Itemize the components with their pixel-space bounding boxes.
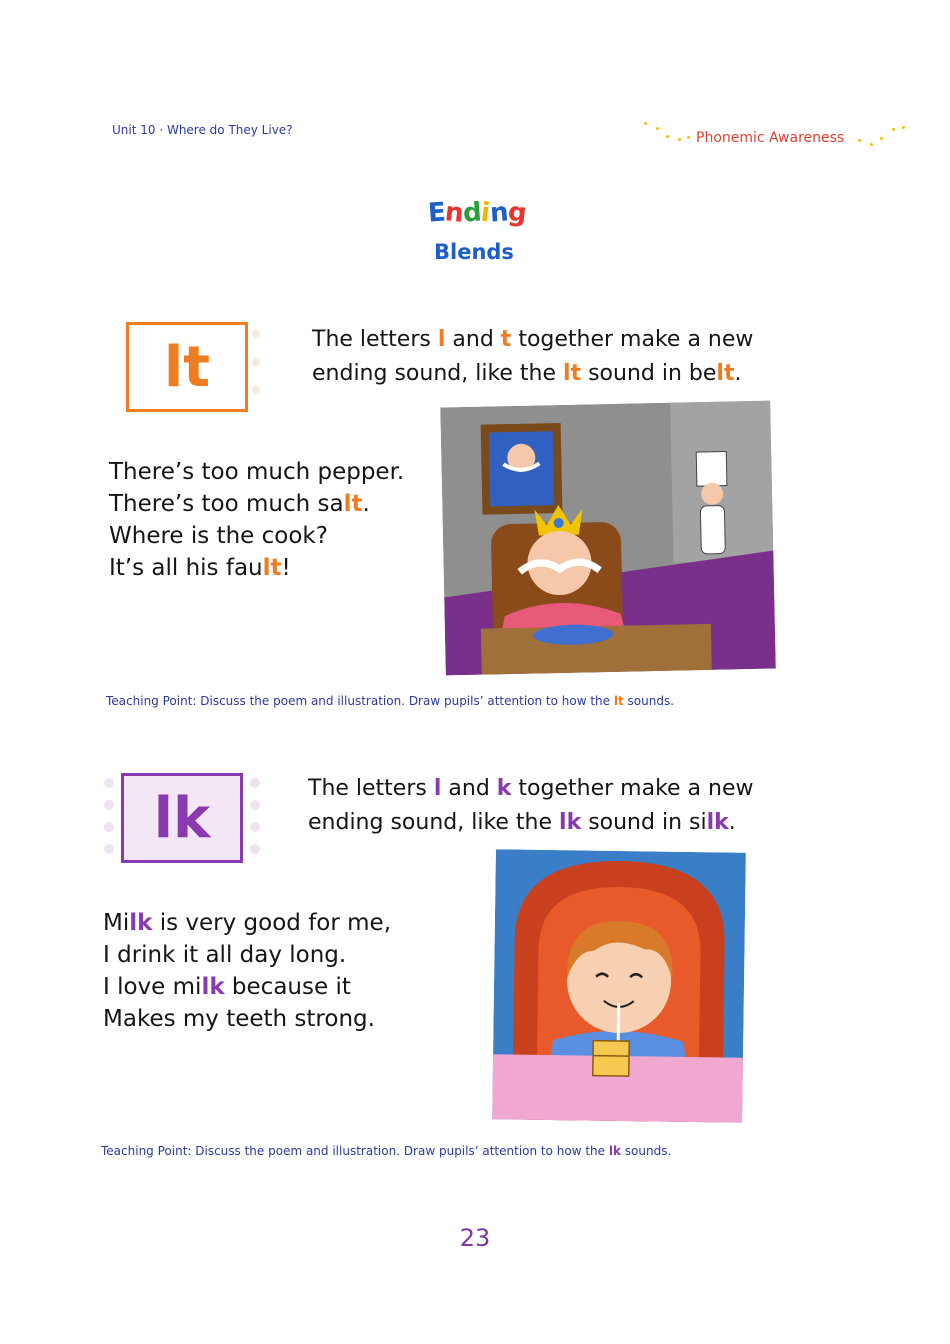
text: sounds. xyxy=(623,694,675,708)
lk-teaching-point xyxy=(101,1144,671,1158)
blend-highlight: lt xyxy=(262,555,282,581)
lt-intro xyxy=(312,323,753,391)
letter-t: t xyxy=(500,327,512,352)
section-title: Phonemic Awareness xyxy=(696,130,845,146)
card-decoration xyxy=(252,330,260,338)
letter-l: l xyxy=(433,776,442,801)
poem-line xyxy=(103,939,391,971)
text: . xyxy=(734,361,742,386)
text: sounds. xyxy=(620,1144,672,1158)
blend-highlight: lt xyxy=(613,694,624,708)
page-title xyxy=(420,196,540,276)
title-blends: Blends xyxy=(434,240,514,264)
milk-carton-front xyxy=(593,1056,629,1077)
text: The letters xyxy=(312,327,438,352)
text: ending sound, like the xyxy=(308,810,560,835)
card-decoration xyxy=(250,822,260,832)
text: It’s all his fau xyxy=(109,555,263,581)
text: sound in be xyxy=(581,361,717,386)
card-decoration xyxy=(250,778,260,788)
unit-label: Unit 10 · Where do They Live? xyxy=(112,123,293,137)
text: Mi xyxy=(103,910,130,936)
text: because it xyxy=(224,974,351,1000)
lk-poem xyxy=(103,907,391,1035)
text: There’s too much sa xyxy=(109,491,344,517)
chef-body xyxy=(700,506,725,554)
blend-highlight: lk xyxy=(201,974,225,1000)
text: is very good for me, xyxy=(152,910,392,936)
sparkle-dot xyxy=(666,135,669,138)
blend-highlight: lt xyxy=(716,361,735,386)
lk-blend-card: lk xyxy=(121,773,243,863)
lt-teaching-point xyxy=(106,694,674,708)
card-decoration xyxy=(252,386,260,394)
lk-intro xyxy=(308,772,754,840)
poem-line xyxy=(103,907,391,939)
text: and xyxy=(445,327,501,352)
blend-highlight: lk xyxy=(559,810,582,835)
sparkle-dot xyxy=(678,138,681,141)
sparkle-dot xyxy=(687,136,690,139)
text: I drink it all day long. xyxy=(103,942,347,968)
sparkle-dots-icon xyxy=(644,122,647,125)
card-decoration xyxy=(104,844,114,854)
text: Teaching Point: Discuss the poem and illustration. Draw pupils’ attention to how the xyxy=(106,694,614,708)
text: I love mi xyxy=(103,974,202,1000)
poem-line xyxy=(109,520,404,552)
text: Teaching Point: Discuss the poem and illustration. Draw pupils’ attention to how the xyxy=(101,1144,609,1158)
lk-intro-line2 xyxy=(308,806,754,840)
text: together make a new xyxy=(511,776,754,801)
text: The letters xyxy=(308,776,434,801)
text: ! xyxy=(281,555,291,581)
title-letter: g xyxy=(506,197,528,229)
section-header xyxy=(640,118,910,158)
title-letter: n xyxy=(488,197,509,229)
sparkle-dot xyxy=(892,128,895,131)
card-decoration xyxy=(250,800,260,810)
text: and xyxy=(441,776,497,801)
text: together make a new xyxy=(511,327,754,352)
poem-line xyxy=(109,488,404,520)
lk-intro-line1 xyxy=(308,772,754,806)
card-decoration xyxy=(104,822,114,832)
card-decoration xyxy=(104,778,114,788)
sparkle-dot xyxy=(656,127,659,130)
title-letter: E xyxy=(426,197,447,229)
card-decoration xyxy=(250,844,260,854)
poem-line xyxy=(103,971,391,1003)
text: sound in si xyxy=(581,810,707,835)
lt-intro-line1 xyxy=(312,323,753,357)
text: ending sound, like the xyxy=(312,361,564,386)
card-decoration xyxy=(104,800,114,810)
title-letter: n xyxy=(443,197,465,229)
straw xyxy=(618,1003,619,1043)
sparkle-dot xyxy=(880,137,883,140)
lt-poem xyxy=(109,456,404,584)
text: . xyxy=(362,491,370,517)
card-decoration xyxy=(252,358,260,366)
blend-highlight: lt xyxy=(563,361,582,386)
lt-intro-line2 xyxy=(312,357,753,391)
title-letter: i xyxy=(479,197,492,229)
poem-line xyxy=(109,552,404,584)
title-letter: d xyxy=(462,197,483,229)
text: . xyxy=(728,810,736,835)
blend-highlight: lk xyxy=(608,1144,621,1158)
lt-blend-card: lt xyxy=(126,322,248,412)
letter-l: l xyxy=(437,327,446,352)
poem-line xyxy=(103,1003,391,1035)
text: There’s too much pepper. xyxy=(109,459,405,485)
milk-boy-illustration xyxy=(492,849,746,1122)
title-ending xyxy=(428,198,526,228)
blend-highlight: lk xyxy=(706,810,729,835)
sparkle-dot xyxy=(902,126,905,129)
text: Where is the cook? xyxy=(109,523,328,549)
letter-k: k xyxy=(496,776,512,801)
text: Makes my teeth strong. xyxy=(103,1006,375,1032)
blend-highlight: lk xyxy=(129,910,153,936)
sparkle-dot xyxy=(858,139,861,142)
chef-hat xyxy=(696,452,727,487)
poem-line xyxy=(109,456,404,488)
sparkle-dot xyxy=(870,143,873,146)
blend-highlight: lt xyxy=(343,491,363,517)
king-illustration xyxy=(440,401,776,676)
page-number: 23 xyxy=(459,1224,491,1252)
